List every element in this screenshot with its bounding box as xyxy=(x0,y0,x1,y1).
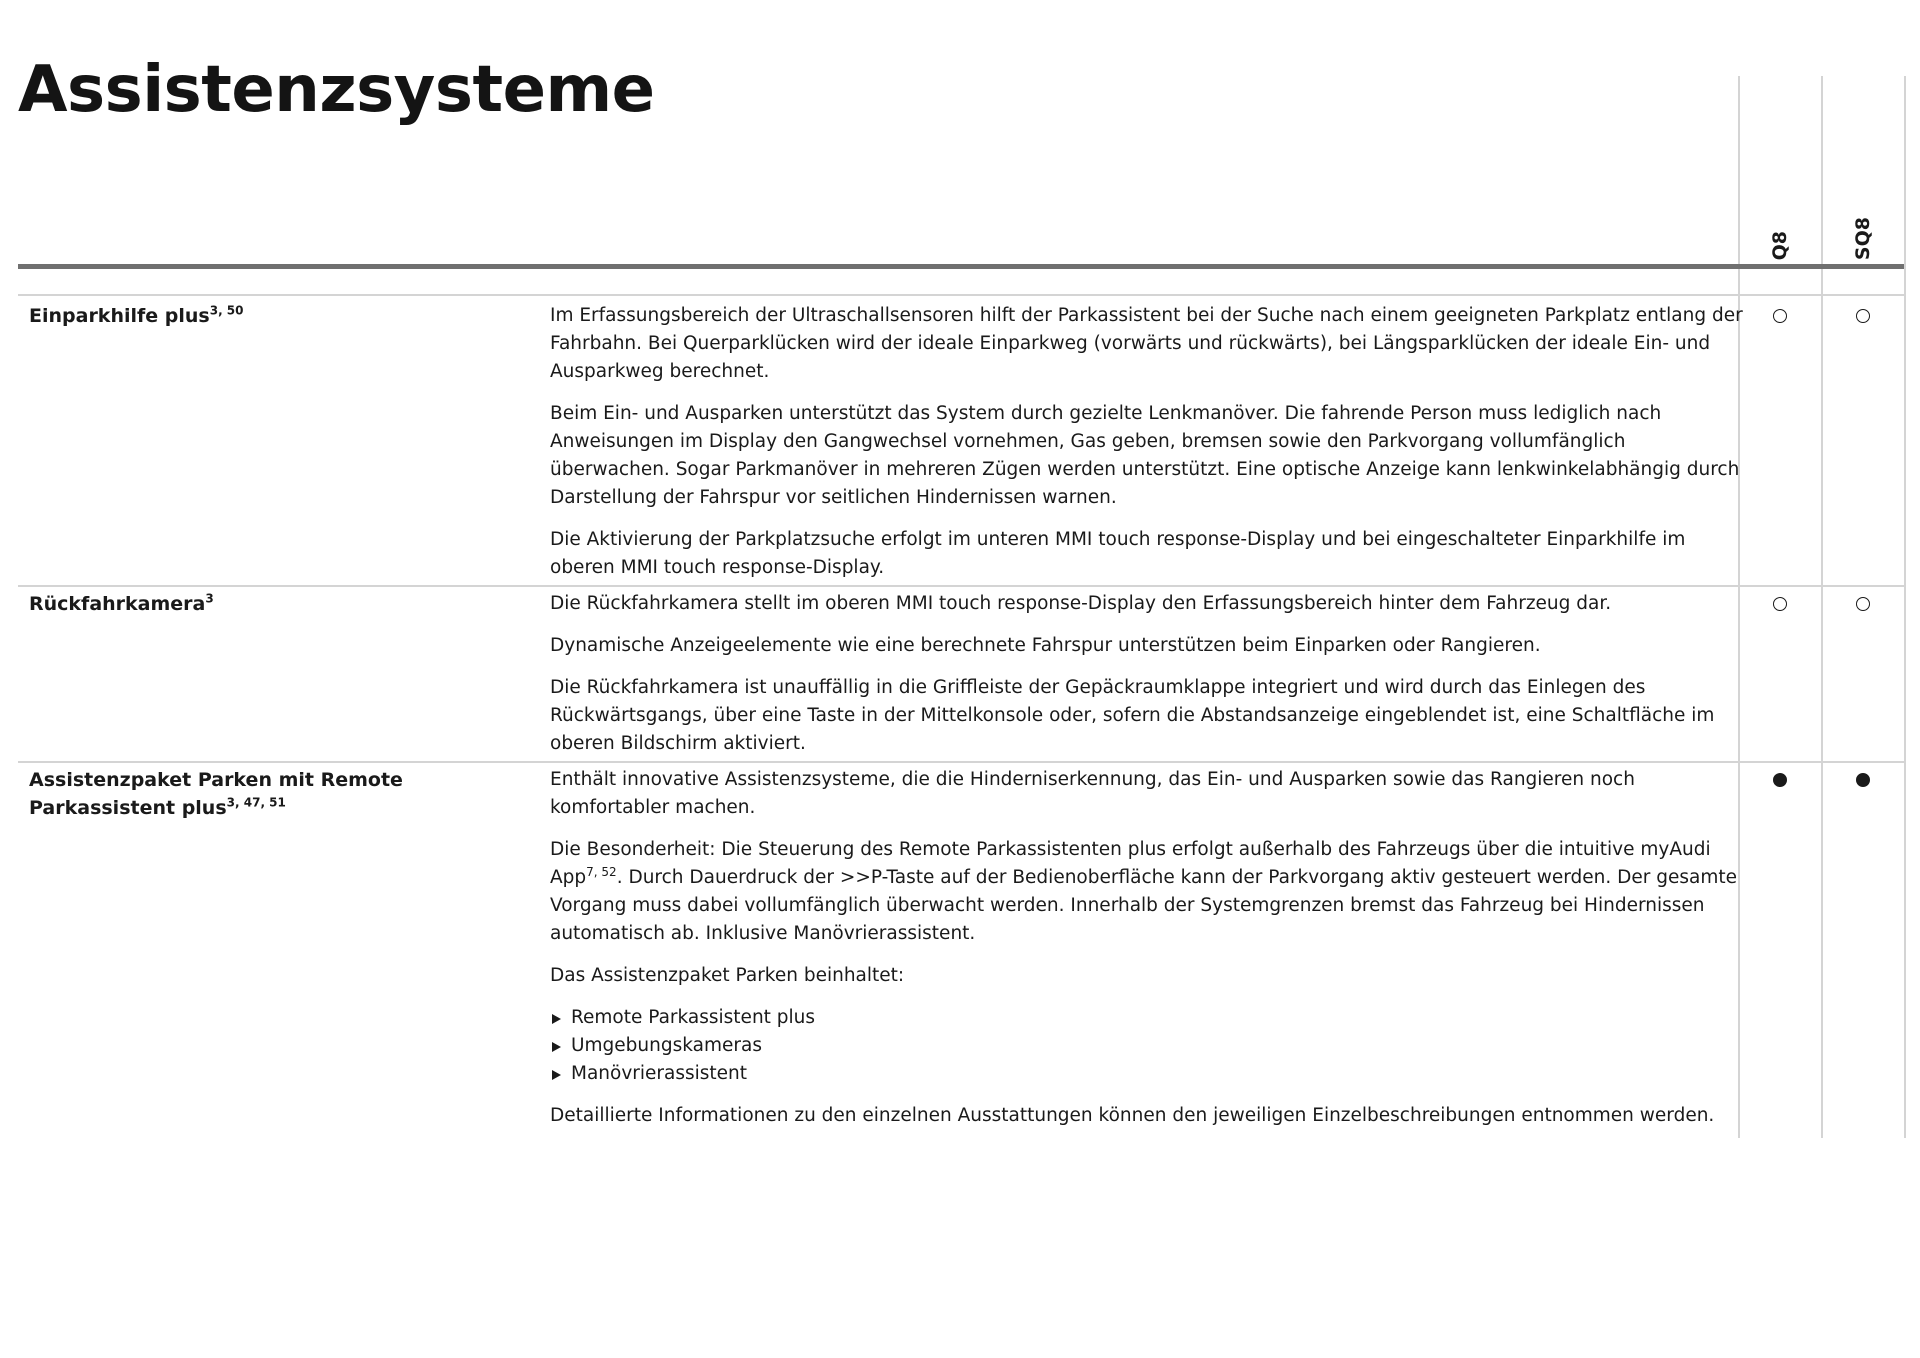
column-divider-right xyxy=(1904,76,1906,1138)
bullet-triangle-icon xyxy=(552,1042,561,1052)
description-paragraph: Die Aktivierung der Parkplatzsuche erfolgt im unteren MMI touch response-Display und bei eingeschalteter Einparkhilfe im oberen MMI touch response-Display. xyxy=(550,529,1686,578)
column-header-q8 xyxy=(1739,160,1821,260)
column-header-sq8-label: SQ8 xyxy=(1852,216,1874,260)
description-paragraph: Beim Ein- und Ausparken unterstützt das System durch gezielte Lenkmanöver. Die fahrende Person muss lediglich nach Anweisungen im Display den Gangwechsel vornehmen, Gas geben, bremsen sowie den Parkvorgang vollumfänglich überwachen. Sogar Parkmanöver in mehreren Zügen werden unterstützt. Eine optische Anzeige kann lenkwinkelabhängig durch Darstellung der Fahrspur vor seitlichen Hindernissen warnen. xyxy=(550,403,1740,508)
description-paragraph: Das Assistenzpaket Parken beinhaltet: xyxy=(550,965,905,986)
description-paragraph: Die Rückfahrkamera stellt im oberen MMI touch response-Display den Erfassungsbereich hinter dem Fahrzeug dar. xyxy=(550,593,1612,614)
description-paragraph: Im Erfassungsbereich der Ultraschallsensoren hilft der Parkassistent bei der Suche nach einem geeigneten Parkplatz entlang der Fahrbahn. Bei Querparklücken wird der ideale Einparkweg (vorwärts und rückwärts), bei Längsparklücken der ideale Ein- und Ausparkweg berechnet. xyxy=(550,305,1743,382)
optional-equipment-icon xyxy=(1773,597,1787,611)
row-divider xyxy=(18,585,1904,587)
list-item: Manövrierassistent xyxy=(550,1060,1750,1088)
page-title: Assistenzsysteme xyxy=(18,53,655,127)
table-top-rule xyxy=(18,294,1904,296)
description-paragraph: Detaillierte Informationen zu den einzelnen Ausstattungen können den jeweiligen Einzelbeschreibungen entnommen werden. xyxy=(550,1105,1715,1126)
row-divider xyxy=(18,761,1904,763)
header-rule xyxy=(18,264,1904,269)
table-row-assistenzpaket-parken xyxy=(18,766,1904,1136)
list-item: Remote Parkassistent plus xyxy=(550,1004,1750,1032)
included-features-list xyxy=(550,1004,1750,1088)
description-paragraph: Enthält innovative Assistenzsysteme, die die Hinderniserkennung, das Ein- und Ausparken sowie das Rangieren noch komfortabler machen. xyxy=(550,769,1635,818)
list-item: Umgebungskameras xyxy=(550,1032,1750,1060)
feature-name: Einparkhilfe plus$^{3, 50}$ xyxy=(29,303,244,327)
feature-name: Assistenzpaket Parken mit Remote Parkassistent plus$^{3, 47, 51}$ xyxy=(29,769,403,819)
column-header-sq8 xyxy=(1822,160,1904,260)
optional-equipment-icon xyxy=(1856,597,1870,611)
description-paragraph: Die Rückfahrkamera ist unauffällig in die Griffleiste der Gepäckraumklappe integriert und wird durch das Einlegen des Rückwärtsgangs, über eine Taste in der Mittelkonsole oder, sofern die Abstandsanzeige eingeblendet ist, eine Schaltfläche im oberen Bildschirm aktiviert. xyxy=(550,677,1715,754)
table-row-einparkhilfe-plus xyxy=(18,302,1904,584)
table-row-rueckfahrkamera xyxy=(18,590,1904,760)
bullet-triangle-icon xyxy=(552,1014,561,1024)
optional-equipment-icon xyxy=(1856,309,1870,323)
standard-equipment-icon xyxy=(1856,773,1870,787)
feature-name: Rückfahrkamera$^3$ xyxy=(29,591,214,615)
feature-description xyxy=(550,302,1750,582)
column-header-q8-label: Q8 xyxy=(1769,230,1791,260)
bullet-triangle-icon xyxy=(552,1070,561,1080)
description-paragraph: Die Besonderheit: Die Steuerung des Remote Parkassistenten plus erfolgt außerhalb des Fahrzeugs über die intuitive myAudi App$^{7, 52}$. Durch Dauerdruck der >>P-Taste auf der Bedienoberfläche kann der Parkvorgang aktiv gesteuert werden. Der gesamte Vorgang muss dabei vollumfänglich überwacht werden. Innerhalb der Systemgrenzen bremst das Fahrzeug bei Hindernissen automatisch ab. Inklusive Manövrierassistent. xyxy=(550,839,1738,944)
feature-description xyxy=(550,590,1750,758)
feature-description xyxy=(550,766,1750,1130)
standard-equipment-icon xyxy=(1773,773,1787,787)
optional-equipment-icon xyxy=(1773,309,1787,323)
description-paragraph: Dynamische Anzeigeelemente wie eine berechnete Fahrspur unterstützen beim Einparken oder Rangieren. xyxy=(550,635,1541,656)
